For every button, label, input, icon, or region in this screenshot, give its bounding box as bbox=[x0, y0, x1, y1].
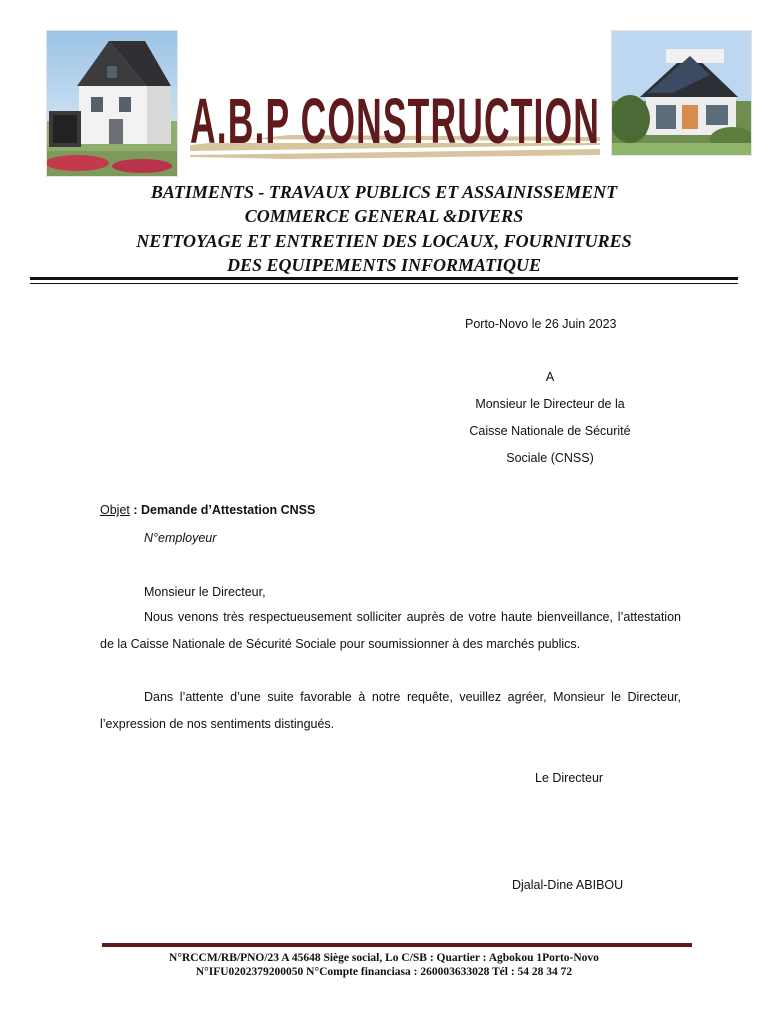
tagline-line-2: COMMERCE GENERAL &DIVERS bbox=[244, 206, 524, 226]
body-paragraph-2: Dans l’attente d’une suite favorable à notre requête, veuillez agréer, Monsieur le Directeur, l’expression de nos sentiments distingués. bbox=[100, 690, 681, 731]
house-photo-left bbox=[47, 31, 177, 176]
subject-separator: : bbox=[129, 503, 141, 517]
subject-line bbox=[100, 502, 315, 518]
tagline-line-1: BATIMENTS - TRAVAUX PUBLICS ET ASSAINISSEMENT bbox=[150, 182, 618, 202]
footer-line-1: N°RCCM/RB/PNO/23 A 45648 Siège social, Lo C/SB : Quartier : Agbokou 1Porto-Novo bbox=[169, 952, 599, 964]
body-paragraph-1: Nous venons très respectueusement solliciter auprès de votre haute bienveillance, l’attestation de la Caisse Nationale de Sécurité Sociale pour soumissionner à des marchés publics. bbox=[100, 610, 681, 651]
place-date: Porto-Novo le 26 Juin 2023 bbox=[465, 317, 617, 331]
tagline-line-3: NETTOYAGE ET ENTRETIEN DES LOCAUX, FOURNITURES bbox=[136, 231, 632, 251]
recipient-line-1: Monsieur le Directeur de la bbox=[475, 397, 625, 411]
employer-number: N°employeur bbox=[144, 531, 217, 545]
header-rule-thick bbox=[30, 277, 738, 280]
tagline-line-4: DES EQUIPEMENTS INFORMATIQUE bbox=[226, 255, 542, 275]
recipient-line-3: Sociale (CNSS) bbox=[506, 451, 594, 465]
recipient-line-2: Caisse Nationale de Sécurité bbox=[469, 424, 631, 438]
signature-title: Le Directeur bbox=[535, 771, 604, 785]
subject-text: Demande d’Attestation CNSS bbox=[141, 503, 316, 517]
header-rule-thin bbox=[30, 283, 738, 284]
logo-text: A.B.P CONSTRUCTION bbox=[190, 85, 600, 157]
house-photo-right bbox=[612, 31, 751, 155]
signatory-name: Djalal-Dine ABIBOU bbox=[512, 878, 624, 892]
recipient-prefix: A bbox=[545, 370, 555, 384]
company-logo bbox=[180, 55, 610, 165]
salutation: Monsieur le Directeur, bbox=[144, 585, 266, 599]
subject-label: Objet bbox=[100, 503, 130, 517]
footer-rule bbox=[102, 943, 692, 947]
footer-line-2: N°IFU0202379200050 N°Compte financiasa : 260003633028 Tél : 54 28 34 72 bbox=[195, 966, 573, 978]
